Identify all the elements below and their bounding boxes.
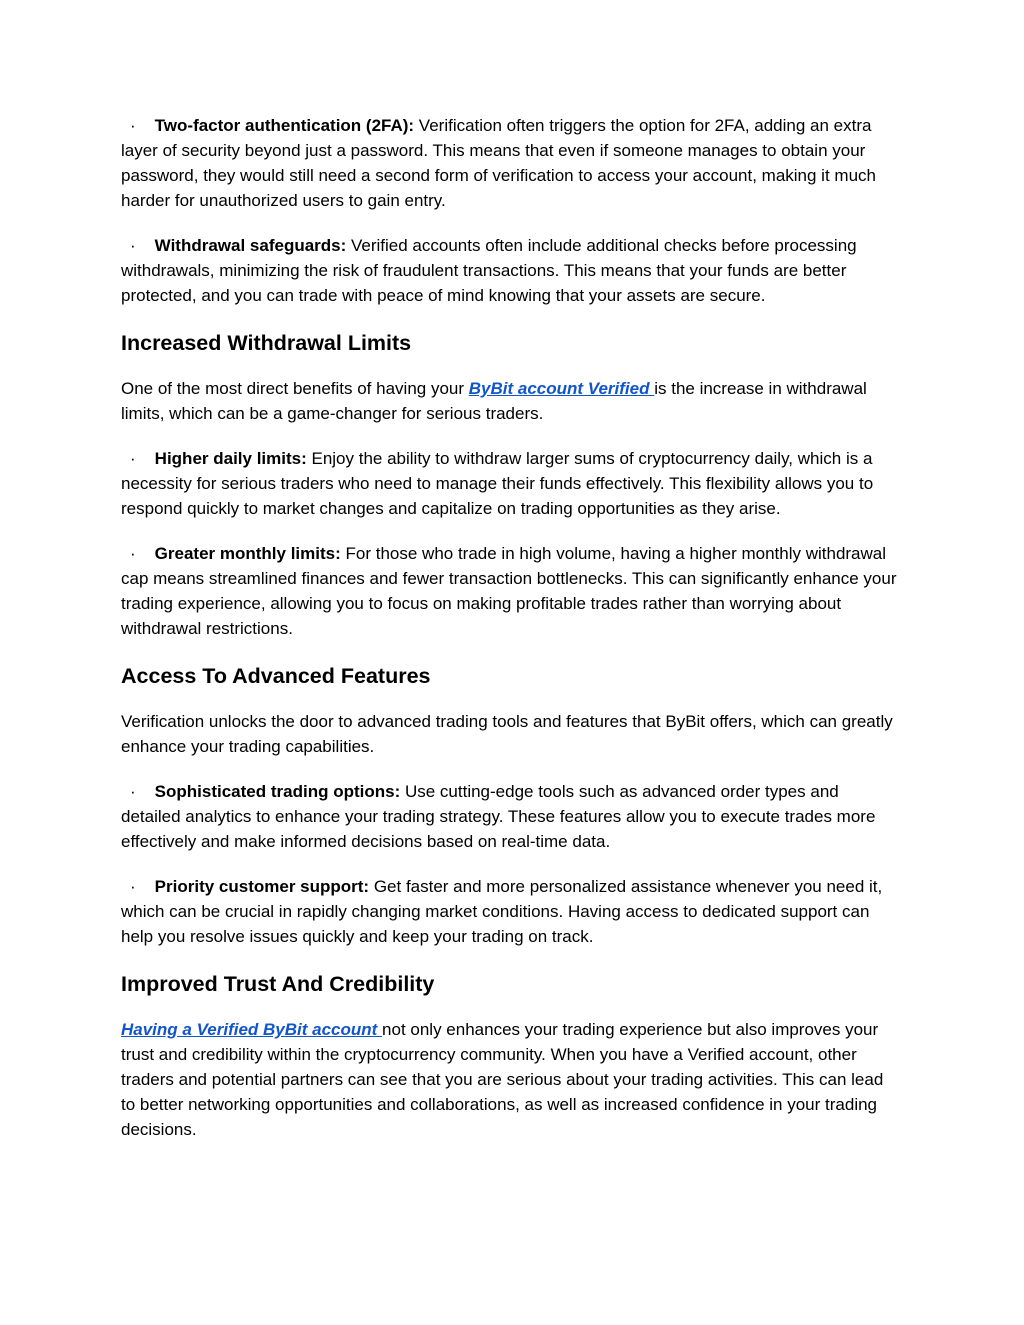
- bullet-label: Priority customer support:: [154, 877, 370, 896]
- heading-improved-trust-and-credibility: Improved Trust And Credibility: [121, 972, 435, 996]
- bullet-label: Sophisticated trading options:: [154, 782, 401, 801]
- bullet-label: Two-factor authentication (2FA):: [154, 116, 415, 135]
- link-having-a-verified-bybit-account[interactable]: Having a Verified ByBit account: [121, 1020, 383, 1039]
- bullet-item-sophisticated-trading-options: [121, 779, 897, 854]
- bullet-item-priority-customer-support: [121, 874, 897, 949]
- paragraph-text: not only enhances your trading experience but also improves your trust and credibility within the cryptocurrency community. When you have a Verified account, other traders and potential partners can see that you are serious about your trading activities. This can lead to better networking opportunities and collaborations, as well as increased confidence in your trading decisions.: [121, 1020, 884, 1139]
- bullet-text: Verified accounts often include additional checks before processing withdrawals, minimizing the risk of fraudulent transactions. This means that your funds are better protected, and you can trade with peace of mind knowing that your assets are secure.: [121, 236, 857, 305]
- bullet-item-2fa: [121, 113, 897, 213]
- bullet-text: Verification often triggers the option for 2FA, adding an extra layer of security beyond just a password. This means that even if someone manages to obtain your password, they would still need a second form of verification to access your account, making it much harder for unauthorized users to gain entry.: [121, 116, 876, 210]
- paragraph-trust-credibility: [121, 1017, 897, 1142]
- bullet-dot: ·: [130, 116, 136, 135]
- bullet-item-higher-daily-limits: [121, 446, 897, 521]
- bullet-text: Get faster and more personalized assistance whenever you need it, which can be crucial in rapidly changing market conditions. Having access to dedicated support can help you resolve issues quickly and keep your trading on track.: [121, 877, 883, 946]
- paragraph-text: Verification unlocks the door to advanced trading tools and features that ByBit offers, which can greatly enhance your trading capabilities.: [121, 712, 893, 756]
- paragraph-advanced-features-intro: [121, 709, 897, 759]
- bullet-item-greater-monthly-limits: [121, 541, 897, 641]
- link-bybit-account-verified[interactable]: ByBit account Verified: [468, 379, 655, 398]
- paragraph-text: One of the most direct benefits of having your: [121, 379, 469, 398]
- bullet-dot: ·: [130, 449, 136, 468]
- bullet-dot: ·: [130, 544, 136, 563]
- paragraph-text: is the increase in withdrawal limits, which can be a game-changer for serious traders.: [121, 379, 867, 423]
- bullet-dot: ·: [130, 782, 136, 801]
- bullet-text: For those who trade in high volume, having a higher monthly withdrawal cap means streamlined finances and fewer transaction bottlenecks. This can significantly enhance your trading experience, allowing you to focus on making profitable trades rather than worrying about withdrawal restrictions.: [121, 544, 897, 638]
- bullet-item-withdrawal-safeguards: [121, 233, 897, 308]
- bullet-label: Withdrawal safeguards:: [154, 236, 347, 255]
- paragraph-withdrawal-limits-intro: [121, 376, 897, 426]
- heading-increased-withdrawal-limits: Increased Withdrawal Limits: [121, 331, 412, 355]
- bullet-text: Enjoy the ability to withdraw larger sums of cryptocurrency daily, which is a necessity for serious traders who need to manage their funds effectively. This flexibility allows you to respond quickly to market changes and capitalize on trading opportunities as they arise.: [121, 449, 874, 518]
- bullet-label: Greater monthly limits:: [154, 544, 341, 563]
- bullet-label: Higher daily limits:: [154, 449, 307, 468]
- bullet-dot: ·: [130, 877, 136, 896]
- bullet-dot: ·: [130, 236, 136, 255]
- bullet-text: Use cutting-edge tools such as advanced order types and detailed analytics to enhance your trading strategy. These features allow you to execute trades more effectively and make informed decisions based on real-time data.: [121, 782, 876, 851]
- heading-access-to-advanced-features: Access To Advanced Features: [121, 664, 431, 688]
